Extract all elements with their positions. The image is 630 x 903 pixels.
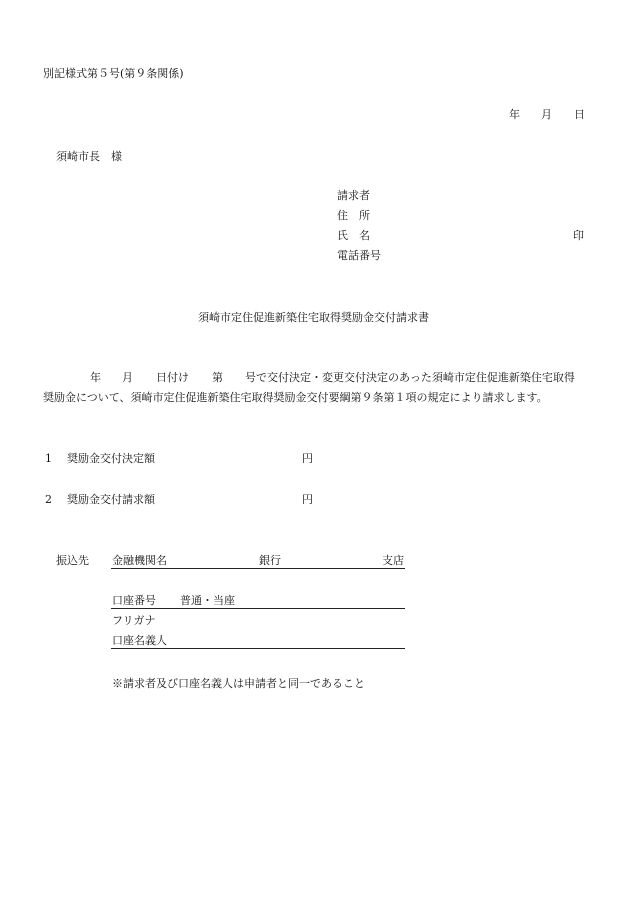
addressee: 須崎市長 様 [56, 150, 122, 163]
requester-name-label: 氏 名 [337, 229, 370, 242]
note: ※請求者及び口座名義人は申請者と同一であること [112, 677, 365, 690]
bank-name-suffix: 銀行 [259, 554, 281, 567]
date-year: 年 [509, 108, 520, 121]
furigana-label: フリガナ [112, 614, 156, 627]
item-1-label: 奨励金交付決定額 [67, 452, 155, 465]
body-dated: 日付け [156, 371, 189, 384]
requester-address-label: 住 所 [337, 209, 370, 222]
body-month: 月 [122, 371, 133, 384]
item-2-number: 2 [45, 493, 52, 506]
account-number-label: 口座番号 [112, 594, 156, 607]
item-1-number: 1 [45, 452, 52, 465]
body-year: 年 [90, 371, 101, 384]
item-1-unit: 円 [302, 452, 313, 465]
requester-heading: 請求者 [337, 189, 370, 202]
date-month: 月 [541, 108, 552, 121]
item-2-unit: 円 [302, 493, 313, 506]
bank-label: 振込先 [56, 554, 89, 567]
bank-institution-label: 金融機関名 [112, 554, 167, 567]
body-line2: 奨励金について、須崎市定住促進新築住宅取得奨励金交付要綱第９条第１項の規定により請求します。 [43, 391, 548, 404]
item-2-label: 奨励金交付請求額 [67, 493, 155, 506]
account-holder-label: 口座名義人 [112, 634, 167, 647]
body-number-prefix: 第 [212, 371, 223, 384]
body-line1-rest: 号で交付決定・変更交付決定のあった須崎市定住促進新築住宅取得 [245, 371, 575, 384]
date-day: 日 [574, 108, 585, 121]
branch-name-suffix: 支店 [382, 554, 404, 567]
seal-mark: 印 [573, 229, 584, 242]
account-type: 普通・当座 [180, 594, 235, 607]
requester-phone-label: 電話番号 [337, 249, 381, 262]
form-label: 別記様式第５号(第９条関係) [43, 67, 184, 80]
document-title: 須崎市定住促進新築住宅取得奨励金交付請求書 [198, 311, 429, 324]
